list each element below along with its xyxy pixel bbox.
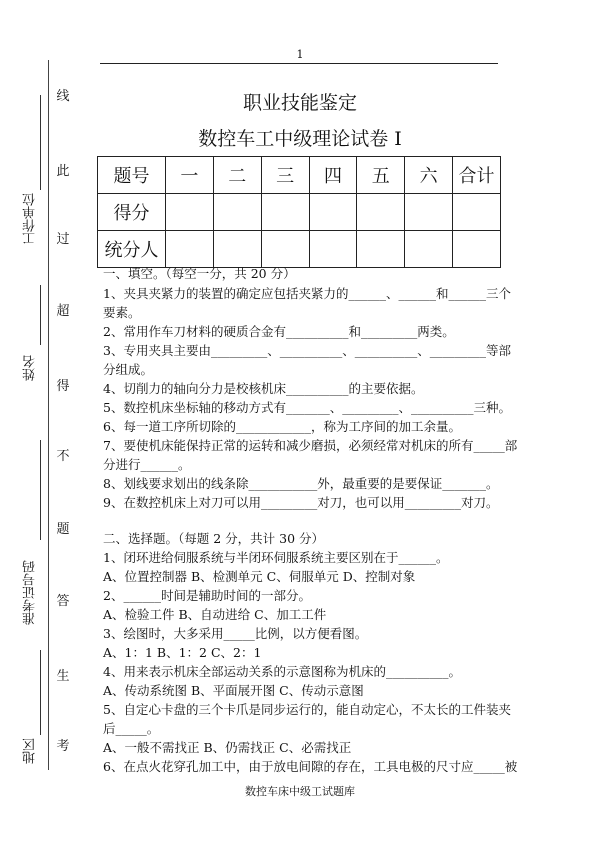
score-cell[interactable] [357,194,405,231]
name-underline [40,285,41,345]
question-text: 3、专用夹具主要由_________、__________、__________、_________等部 [103,343,511,358]
binding-margin-line [48,60,49,770]
question-text: 1、夹具夹紧力的装置的确定应包括夹紧力的______、______和______三个 [103,286,511,301]
score-table-header-cell: 题号 [98,157,166,194]
margin-char: 此 [56,164,70,179]
answer-options: A、位置控制器 B、检测单元 C、伺服单元 D、控制对象 [103,569,416,584]
answer-options: A、传动系统图 B、平面展开图 C、传动示意图 [103,683,364,698]
scorer-row [98,231,501,268]
score-row-label: 得分 [98,194,166,231]
score-table-header-cell: 五 [357,157,405,194]
margin-char: 生 [56,669,70,684]
question-text: 5、自定心卡盘的三个卡爪是同步运行的，能自动定心，不太长的工件装夹 [103,702,511,717]
margin-char: 线 [56,89,70,104]
score-cell[interactable] [309,194,357,231]
question-text: 6、每一道工序所切除的____________，称为工序间的加工余量。 [103,419,461,434]
scorer-cell[interactable] [261,231,309,268]
question-text: 分组成。 [103,362,154,377]
question-text: 分进行______。 [103,457,191,472]
margin-char: 不 [56,449,70,464]
margin-char: 得 [56,379,70,394]
header-rule [100,63,498,64]
answer-options: A、检验工件 B、自动进给 C、加工工件 [103,607,327,622]
work-unit-label: 工作单位 [23,193,38,245]
exam-title: 职业技能鉴定 [242,92,357,114]
question-text: 2、______时间是辅助时间的一部分。 [103,588,311,603]
margin-char: 考 [56,739,70,754]
margin-char: 超 [56,304,70,319]
section-heading: 二、选择题。（每题 2 分，共计 30 分） [103,531,325,546]
question-text: 后_____。 [103,721,160,736]
scorer-row-label: 统分人 [98,231,166,268]
margin-char: 答 [56,594,70,609]
score-cell[interactable] [166,194,214,231]
question-text: 1、闭环进给伺服系统与半闭环伺服系统主要区别在于______。 [103,550,449,565]
scorer-cell[interactable] [166,231,214,268]
score-cell[interactable] [405,194,453,231]
admission-ticket-underline [40,440,41,540]
score-table-header-cell: 一 [166,157,214,194]
margin-char: 题 [56,522,70,537]
scorer-cell[interactable] [453,231,501,268]
page-footer: 数控车床中级工试题库 [245,785,355,798]
question-text: 5、数控机床坐标轴的移动方式有_______、_________、__________三种。 [103,400,511,415]
question-text: 4、用来表示机床全部运动关系的示意图称为机床的__________。 [103,664,461,679]
question-text: 9、在数控机床上对刀可以用_________对刀，也可以用_________对刀。 [103,495,499,510]
score-table-header-cell: 合计 [453,157,501,194]
score-cell[interactable] [213,194,261,231]
region-label: 地区 [23,738,38,764]
question-text: 6、在点火花穿孔加工中，由于放电间隙的存在，工具电极的尺寸应_____被 [103,759,518,774]
score-row [98,194,501,231]
margin-char: 过 [56,232,70,247]
scorer-cell[interactable] [213,231,261,268]
question-text: 要素。 [103,305,141,320]
score-cell[interactable] [261,194,309,231]
score-table-header-row [98,157,501,194]
score-cell[interactable] [453,194,501,231]
question-text: 3、绘图时，大多采用_____比例，以方便看图。 [103,626,368,641]
region-underline [40,650,41,735]
score-table-header-cell: 三 [261,157,309,194]
question-text: 2、常用作车刀材料的硬质合金有__________和_________两类。 [103,324,455,339]
exam-subtitle: 数控车工中级理论试卷 I [198,128,402,150]
score-table [97,156,501,268]
score-table-header-cell: 四 [309,157,357,194]
name-label: 姓名 [23,355,38,381]
answer-options: A、一般不需找正 B、仍需找正 C、必需找正 [103,740,352,755]
admission-ticket-label: 准考证号码 [23,560,38,625]
section-heading: 一、填空。（每空一分，共 20 分） [103,266,296,281]
question-text: 4、切削力的轴向分力是校核机床__________的主要依据。 [103,381,424,396]
score-table-header-cell: 六 [405,157,453,194]
page-number: 1 [296,48,304,61]
score-table-header-cell: 二 [213,157,261,194]
answer-options: A、1：1 B、1：2 C、2：1 [103,645,262,660]
scorer-cell[interactable] [357,231,405,268]
question-text: 7、要使机床能保持正常的运转和减少磨损，必须经常对机床的所有_____部 [103,438,518,453]
scorer-cell[interactable] [309,231,357,268]
question-text: 8、划线要求划出的线条除___________外，最重要的是要保证_______。 [103,476,499,491]
scorer-cell[interactable] [405,231,453,268]
